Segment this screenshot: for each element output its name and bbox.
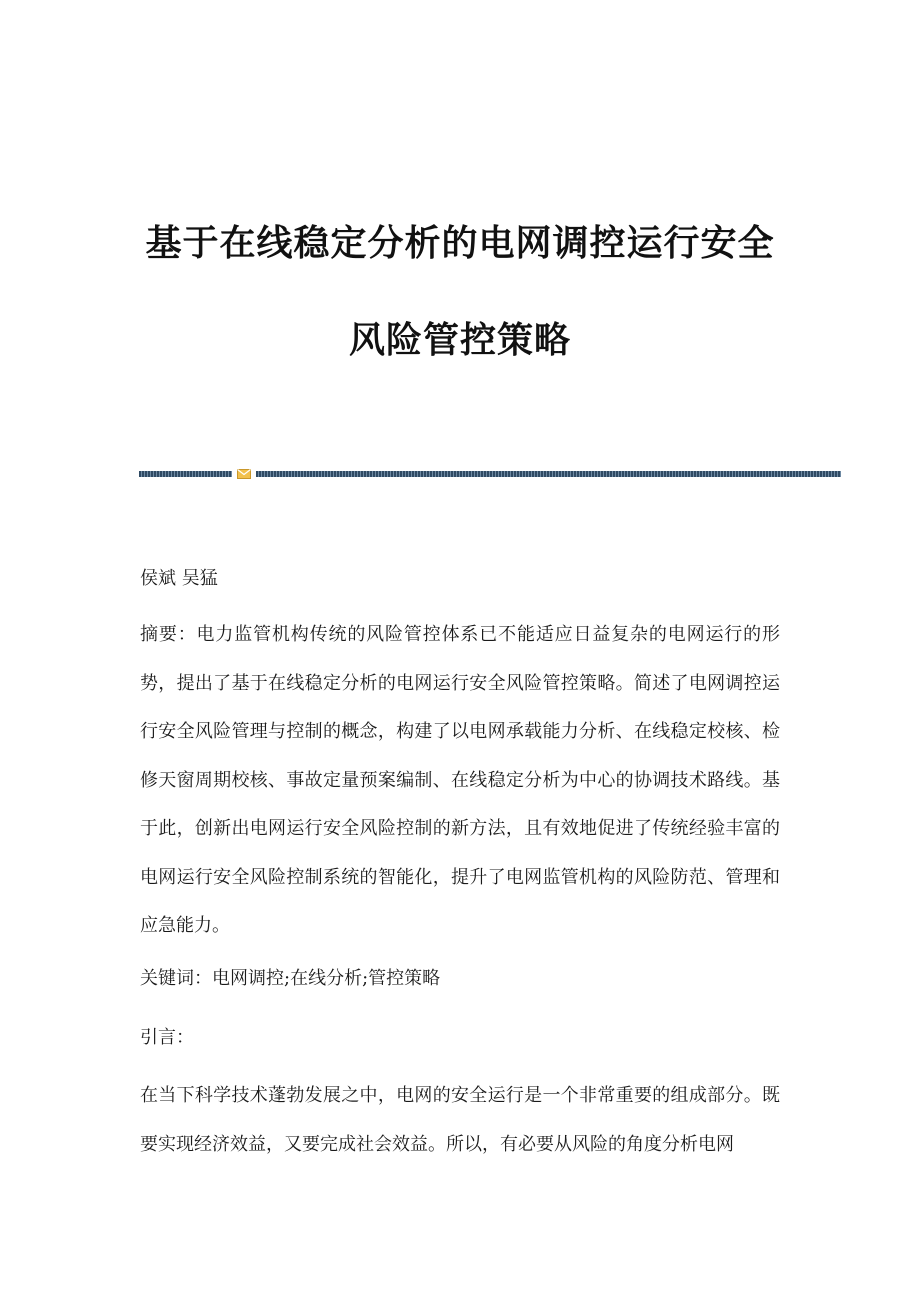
introduction-heading: 引言： [140,1027,194,1048]
authors: 侯斌 吴猛 [140,568,218,589]
envelope-icon [237,469,251,479]
abstract-label: 摘要： [140,624,197,645]
keywords-paragraph [140,955,780,1004]
keywords-label: 关键词： [140,968,212,989]
document-title-line-2: 风险管控策略 [348,320,571,361]
document-title-line-1: 基于在线稳定分析的电网调控运行安全 [145,223,775,264]
keywords-text: 电网调控;在线分析;管控策略 [212,968,441,989]
title-divider [139,469,841,479]
abstract-paragraph [140,611,780,951]
divider-bar-left [139,471,232,477]
divider-bar-right [256,471,841,477]
introduction-paragraph: 在当下科学技术蓬勃发展之中，电网的安全运行是一个非常重要的组成部分。既要实现经济效益，又要完成社会效益。所以，有必要从风险的角度分析电网 [140,1085,780,1155]
abstract-text: 电力监管机构传统的风险管控体系已不能适应日益复杂的电网运行的形势，提出了基于在线稳定分析的电网运行安全风险管控策略。简述了电网调控运行安全风险管理与控制的概念，构建了以电网承载能力分析、在线稳定校核、检修天窗周期校核、事故定量预案编制、在线稳定分析为中心的协调技术路线。基于此，创新出电网运行安全风险控制的新方法，且有效地促进了传统经验丰富的电网运行安全风险控制系统的智能化，提升了电网监管机构的风险防范、管理和应急能力。 [140,624,780,936]
